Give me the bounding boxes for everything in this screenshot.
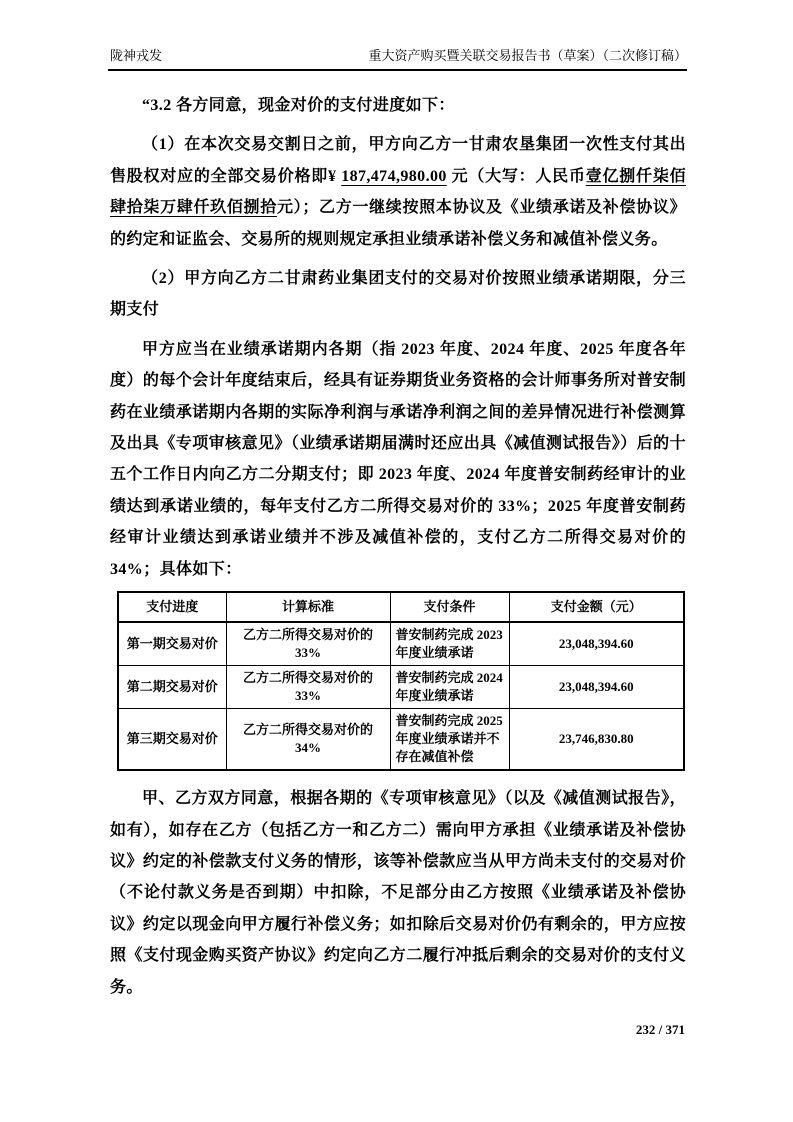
header-report-title: 重大资产购买暨关联交易报告书（草案）（二次修订稿） — [368, 48, 687, 63]
page-header — [110, 46, 687, 66]
cell-amount: 23,746,830.80 — [509, 709, 684, 771]
column-header-progress: 支付进度 — [118, 592, 226, 622]
cell-amount: 23,048,394.60 — [509, 666, 684, 709]
page-number: 232 / 371 — [635, 1022, 685, 1037]
paragraph-payment-terms: 甲方应当在业绩承诺期内各期（指 2023 年度、2024 年度、2025 年度各年度）的每个会计年度结束后，经具有证券期货业务资格的会计师事务所对普安制药在业绩承诺期内各期的实际净利润与承诺净利润之间的差异情况进行补偿测算及出具《专项审核意见》（业绩承诺期届满时还应出具《减值测试报告》）后的十五个工作日内向乙方二分期支付；即 2023 年度、2024 年度普安制药经审计的业绩达到承诺业绩的，每年支付乙方二所得交易对价的 33%；2025 年度普安制药经审计业绩达到承诺业绩并不涉及减值补偿的，支付乙方二所得交易对价的 34%；具体如下： — [110, 340, 686, 578]
cell-condition: 普安制药完成 2024 年度业绩承诺 — [390, 666, 509, 709]
payment-schedule-table — [117, 591, 685, 771]
cell-standard: 乙方二所得交易对价的 33% — [226, 622, 390, 666]
cell-amount: 23,048,394.60 — [509, 622, 684, 666]
column-header-standard: 计算标准 — [226, 592, 390, 622]
table-row — [118, 709, 684, 771]
paragraph-intro: “3.2 各方同意，现金对价的支付进度如下： — [142, 97, 455, 114]
header-company-name: 陇神戎发 — [110, 48, 163, 63]
document-body — [110, 90, 686, 1003]
header-rule — [108, 69, 687, 71]
paragraph-clause-2: （2）甲方向乙方二甘肃药业集团支付的交易对价按照业绩承诺期限，分三期支付 — [110, 270, 686, 319]
table-header-row — [118, 592, 684, 622]
table-row — [118, 622, 684, 666]
cell-condition: 普安制药完成 2025 年度业绩承诺并不存在减值补偿 — [390, 709, 509, 771]
table-row — [118, 666, 684, 709]
cell-standard: 乙方二所得交易对价的 34% — [226, 709, 390, 771]
column-header-amount: 支付金额（元） — [509, 592, 684, 622]
cell-standard: 乙方二所得交易对价的 33% — [226, 666, 390, 709]
cell-progress: 第二期交易对价 — [118, 666, 226, 709]
cell-progress: 第一期交易对价 — [118, 622, 226, 666]
cell-progress: 第三期交易对价 — [118, 709, 226, 771]
column-header-condition: 支付条件 — [390, 592, 509, 622]
paragraph-compensation-deduction: 甲、乙方双方同意，根据各期的《专项审核意见》（以及《减值测试报告》，如有），如存在乙方（包括乙方一和乙方二）需向甲方承担《业绩承诺及补偿协议》约定的补偿款支付义务的情形，该等补偿款应当从甲方尚未支付的交易对价（不论付款义务是否到期）中扣除，不足部分由乙方按照《业绩承诺及补偿协议》约定以现金向甲方履行补偿义务；如扣除后交易对价仍有剩余的，甲方应按照《支付现金购买资产协议》约定向乙方二履行冲抵后剩余的交易对价的支付义务。 — [110, 790, 686, 996]
cell-condition: 普安制药完成 2023 年度业绩承诺 — [390, 622, 509, 666]
paragraph-clause-1: （1）在本次交易交割日之前，甲方向乙方一甘肃农垦集团一次性支付其出售股权对应的全部交易价格即¥ 187,474,980.00 元（大写：人民币壹亿捌仟柒佰肆拾柒万肆仟玖佰捌拾元）；乙方一继续按照本协议及《业绩承诺及补偿协议》的约定和证监会、交易所的规则规定承担业绩承诺补偿义务和减值补偿义务。 — [110, 136, 686, 248]
